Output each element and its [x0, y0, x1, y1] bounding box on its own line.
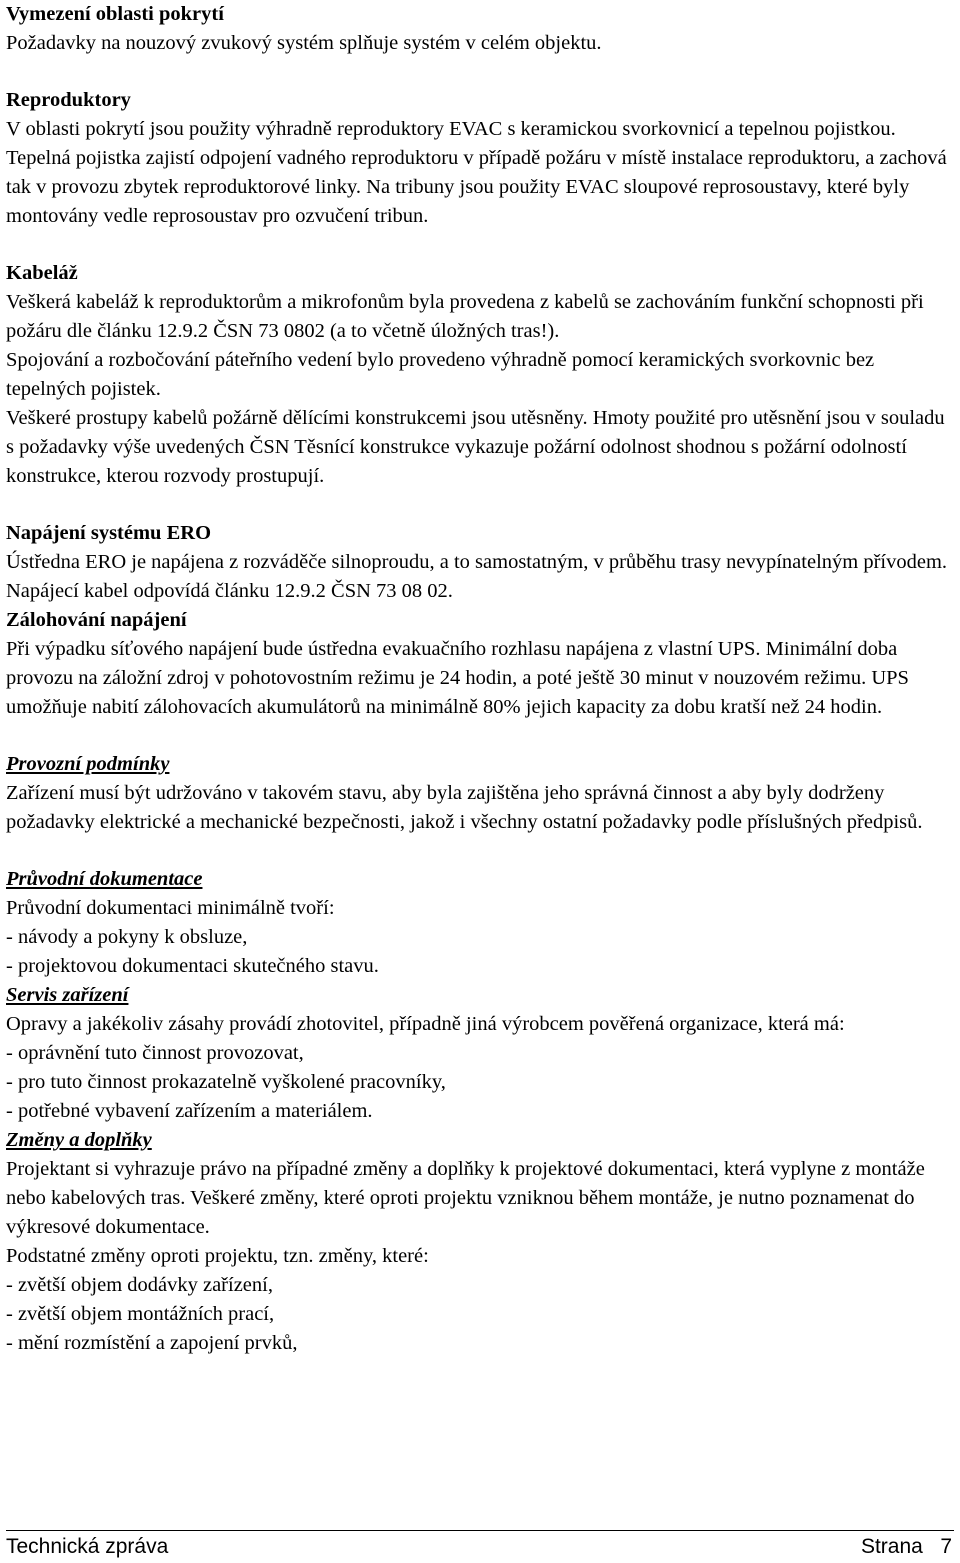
spacer [6, 58, 956, 86]
paragraph: Projektant si vyhrazuje právo na případné změny a doplňky k projektové dokumentaci, která vyplyne z montáže nebo kabelových tras. Veškeré změny, které oproti projektu vzniknou během montáže, je nutno poznamenat do výkresové dokumentace. [6, 1158, 925, 1238]
list-item: - projektovou dokumentaci skutečného stavu. [6, 955, 379, 977]
paragraph: Veškeré prostupy kabelů požárně dělícími konstrukcemi jsou utěsněny. Hmoty použité pro utěsnění jsou v souladu s požadavky výše uvedených ČSN Těsnící konstrukce vykazuje požární odolnost shodnou s požární odolností konstrukce, kterou rozvody prostupují. [6, 407, 945, 487]
section-heading: Servis zařízení [6, 984, 129, 1006]
list-item: - oprávnění tuto činnost provozovat, [6, 1042, 304, 1064]
paragraph: Požadavky na nouzový zvukový systém splňuje systém v celém objektu. [6, 32, 602, 54]
spacer [6, 491, 956, 519]
list-item: - mění rozmístění a zapojení prvků, [6, 1332, 298, 1354]
list-item: - zvětší objem montážních prací, [6, 1303, 275, 1325]
section-cabling [6, 259, 956, 491]
list-item: - pro tuto činnost prokazatelně vyškolené pracovníky, [6, 1071, 446, 1093]
section-service [6, 981, 956, 1126]
list-item: - návody a pokyny k obsluze, [6, 926, 248, 948]
section-power-supply [6, 519, 956, 606]
paragraph: Podstatné změny oproti projektu, tzn. změny, které: [6, 1245, 429, 1267]
spacer [6, 722, 956, 750]
section-accompanying-docs [6, 865, 956, 981]
spacer [6, 231, 956, 259]
document-body [6, 0, 956, 1358]
list-item: - potřebné vybavení zařízením a materiálem. [6, 1100, 373, 1122]
list-item: - zvětší objem dodávky zařízení, [6, 1274, 273, 1296]
page-footer [6, 1533, 952, 1561]
spacer [6, 837, 956, 865]
paragraph: Spojování a rozbočování páteřního vedení bylo provedeno výhradně pomocí keramických svorkovnic bez tepelných pojistek. [6, 349, 875, 400]
section-heading: Provozní podmínky [6, 753, 170, 775]
paragraph: Při výpadku síťového napájení bude ústředna evakuačního rozhlasu napájena z vlastní UPS. Minimální doba provozu na záložní zdroj v pohotovostním režimu je 24 hodin, a poté ještě 30 minut v nouzovém režimu. UPS umožňuje nabití zálohovacích akumulátorů na minimálně 80% jejich kapacity za dobu kratší než 24 hodin. [6, 638, 909, 718]
paragraph: Veškerá kabeláž k reproduktorům a mikrofonům byla provedena z kabelů se zachováním funkční schopnosti při požáru dle článku 12.9.2 ČSN 73 0802 (a to včetně úložných tras!). [6, 291, 924, 342]
paragraph: Ústředna ERO je napájena z rozváděče silnoproudu, a to samostatným, v průběhu trasy nevypínatelným přívodem. Napájecí kabel odpovídá článku 12.9.2 ČSN 73 08 02. [6, 551, 948, 602]
section-heading: Reproduktory [6, 89, 131, 111]
section-heading: Zálohování napájení [6, 609, 187, 631]
footer-divider [6, 1530, 954, 1531]
section-power-backup [6, 606, 956, 722]
section-coverage [6, 0, 956, 58]
footer-document-title: Technická zpráva [6, 1535, 169, 1558]
paragraph: Průvodní dokumentaci minimálně tvoří: [6, 897, 335, 919]
section-speakers [6, 86, 956, 231]
section-heading: Vymezení oblasti pokrytí [6, 3, 224, 25]
paragraph: Opravy a jakékoliv zásahy provádí zhotovitel, případně jiná výrobcem pověřená organizace, která má: [6, 1013, 845, 1035]
section-changes [6, 1126, 956, 1358]
section-heading: Kabeláž [6, 262, 78, 284]
footer-page-number: Strana 7 [860, 1535, 952, 1558]
section-heading: Změny a doplňky [6, 1129, 152, 1151]
paragraph: V oblasti pokrytí jsou použity výhradně reproduktory EVAC s keramickou svorkovnicí a tepelnou pojistkou. Tepelná pojistka zajistí odpojení vadného reproduktoru v případě požáru v místě instalace reproduktoru, a zachová tak v provozu zbytek reproduktorové linky. Na tribuny jsou použity EVAC sloupové reprosoustavy, které byly montovány vedle reprosoustav pro ozvučení tribun. [6, 118, 947, 227]
section-heading: Napájení systému ERO [6, 522, 212, 544]
section-heading: Průvodní dokumentace [6, 868, 203, 890]
paragraph: Zařízení musí být udržováno v takovém stavu, aby byla zajištěna jeho správná činnost a aby byly dodrženy požadavky elektrické a mechanické bezpečnosti, jakož i všechny ostatní požadavky podle příslušných předpisů. [6, 782, 923, 833]
section-operating-conditions [6, 750, 956, 837]
